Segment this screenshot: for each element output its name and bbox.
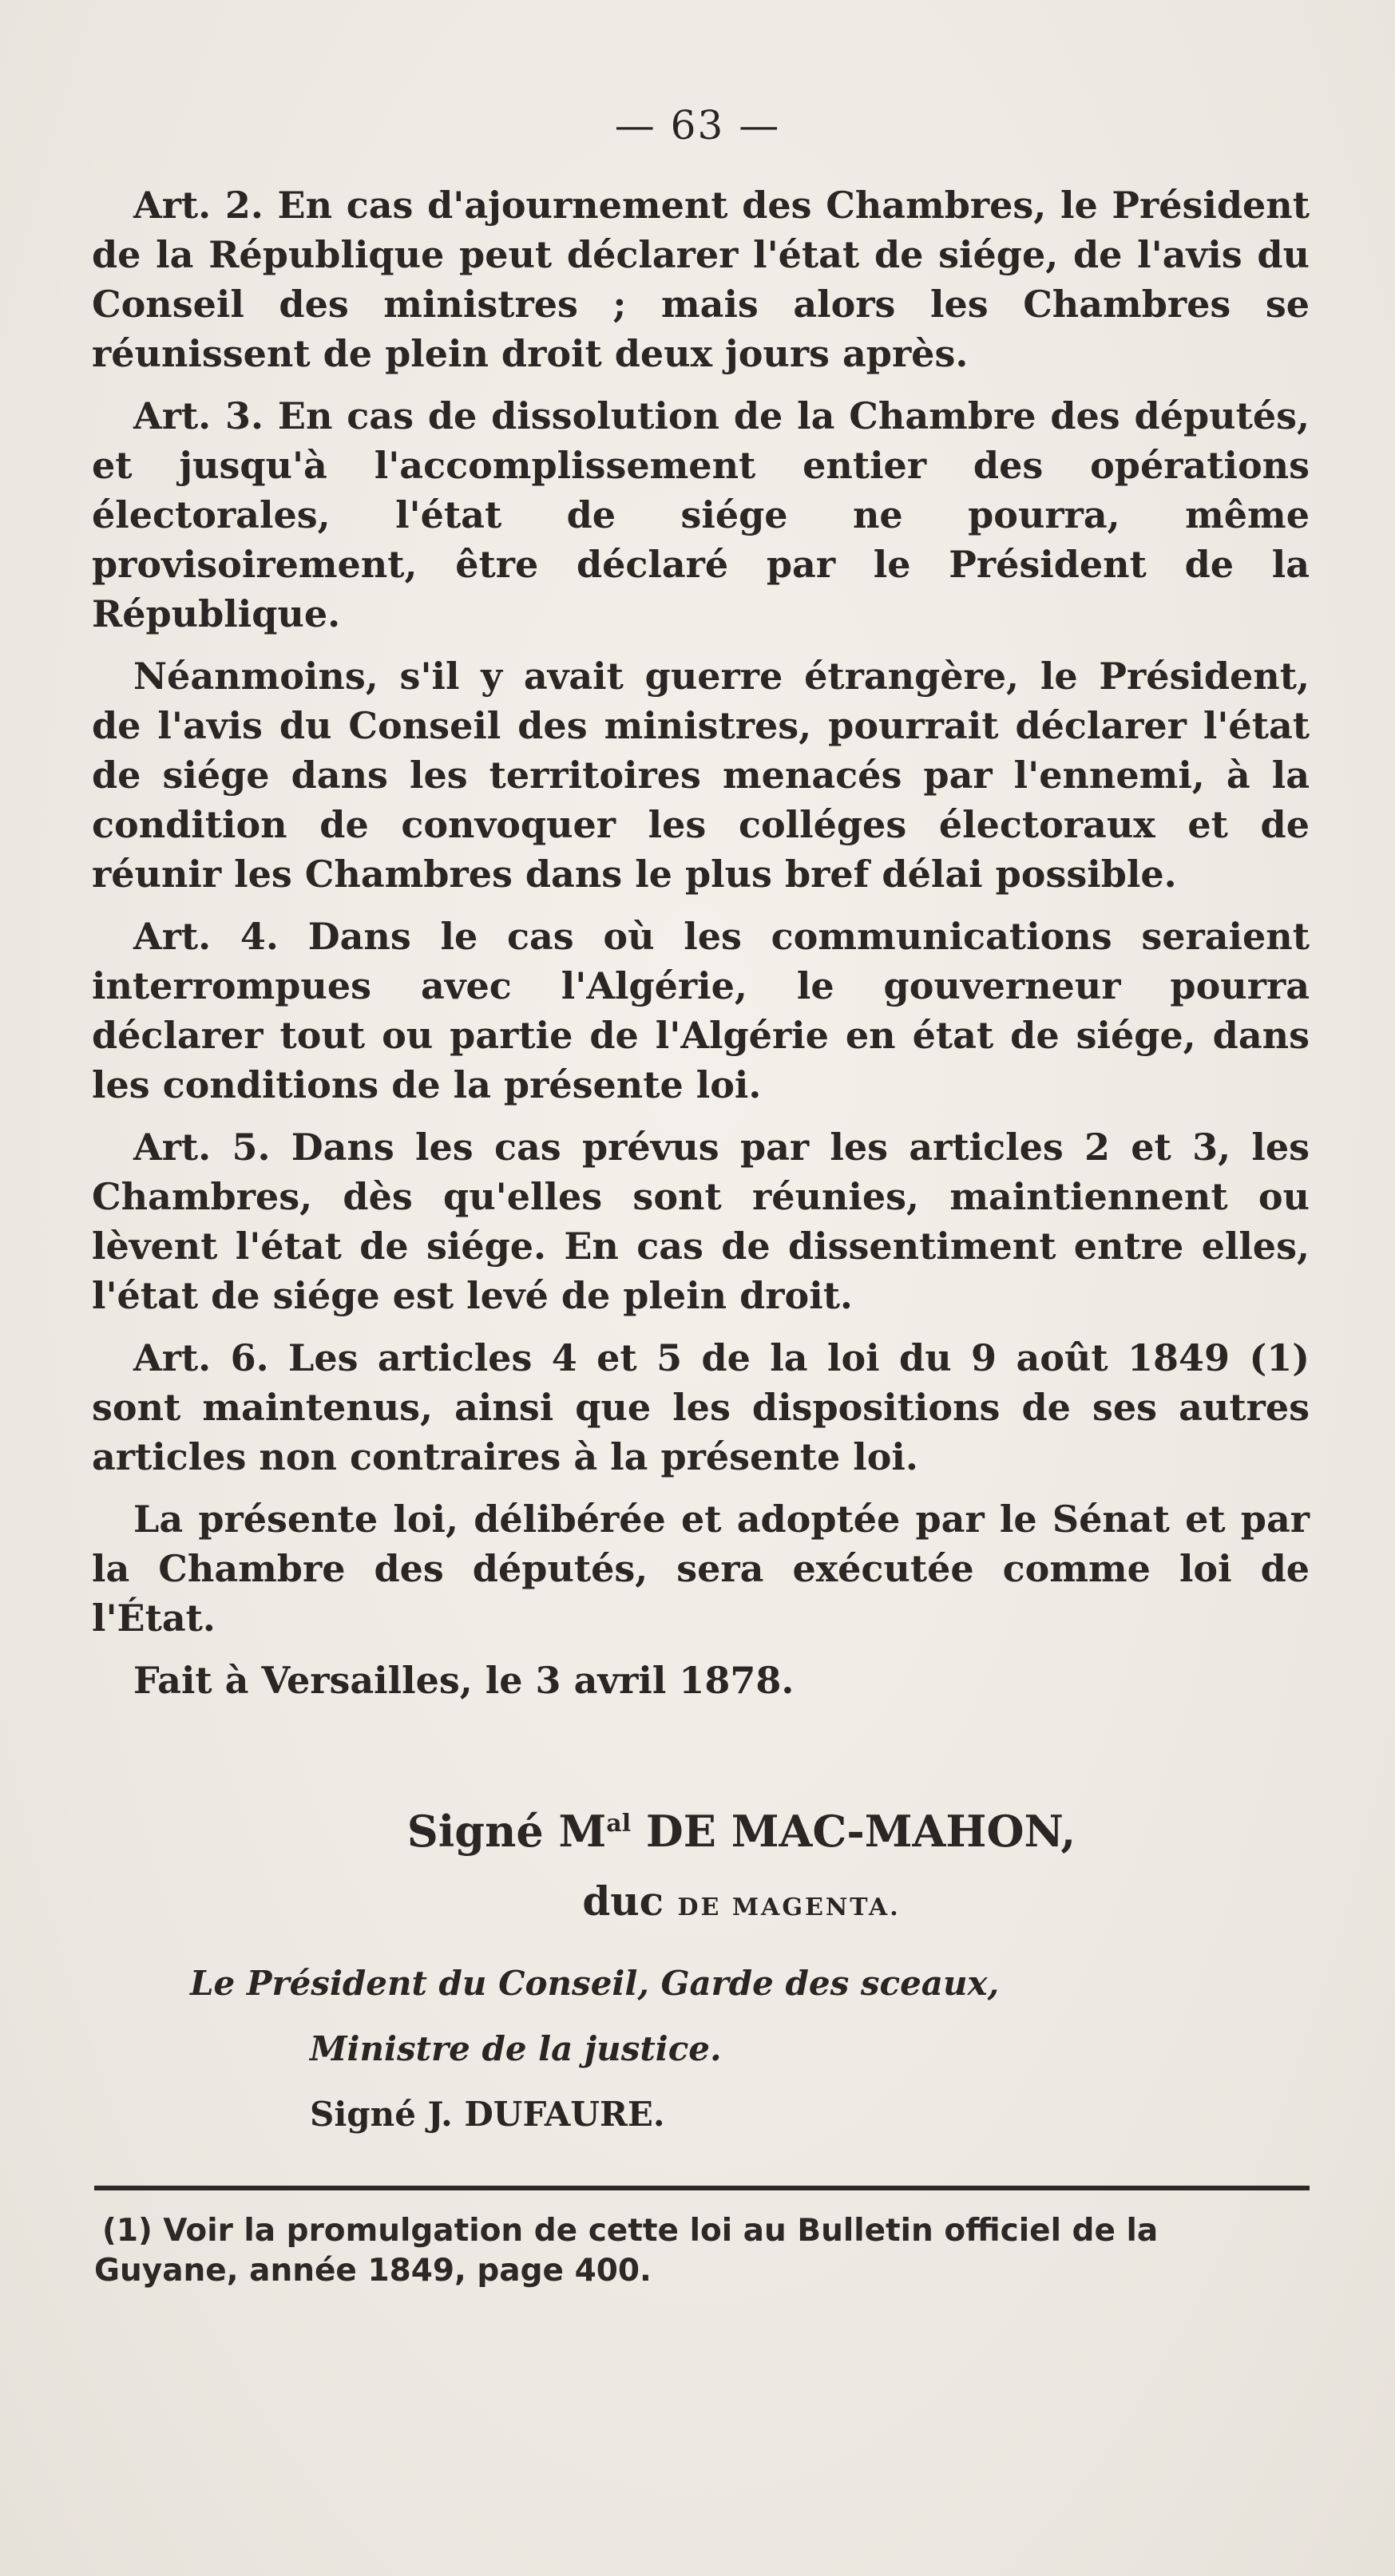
law-text <box>92 180 1310 1718</box>
page-number: — 63 — <box>614 102 781 148</box>
article-3-paragraph: Art. 3. En cas de dissolution de la Chambre des députés, et jusqu'à l'accomplissement entier des opérations électorales, l'état de siége ne pourra, même provisoirement, être déclaré par le Président de la République. <box>92 394 1310 635</box>
signature-name: DE MAC-MAHON, <box>631 1806 1076 1857</box>
president-title <box>0 1878 1395 1925</box>
president-signature <box>0 1806 1395 1857</box>
article-4-paragraph: Art. 4. Dans le cas où les communications seraient interrompues avec l'Algérie, le gouverneur pourra déclarer tout ou partie de l'Algérie en état de siége, dans les conditions de la présente loi. <box>92 915 1310 1106</box>
signature-prefix: Signé M <box>406 1806 607 1857</box>
date-place-paragraph: Fait à Versailles, le 3 avril 1878. <box>133 1659 795 1702</box>
minister-signature: Signé J. DUFAURE. <box>310 2095 665 2134</box>
article-5-paragraph: Art. 5. Dans les cas prévus par les articles 2 et 3, les Chambres, dès qu'elles sont réunies, maintiennent ou lèvent l'état de siége. En cas de dissentiment entre elles, l'état de siége est levé de plein droit. <box>92 1126 1310 1317</box>
article-3-exception-paragraph: Néanmoins, s'il y avait guerre étrangère, le Président, de l'avis du Conseil des ministres, pourrait déclarer l'état de siége dans les territoires menacés par l'ennemi, à la condition de convoquer les colléges électoraux et de réunir les Chambres dans le plus bref délai possible. <box>92 655 1310 896</box>
enactment-paragraph: La présente loi, délibérée et adoptée par le Sénat et par la Chambre des députés, sera exécutée comme loi de l'État. <box>92 1498 1310 1640</box>
signature-superscript: al <box>606 1810 632 1838</box>
footnote: (1) Voir la promulgation de cette loi au Bulletin officiel de la Guyane, année 1849, page 400. <box>94 2213 1159 2289</box>
minister-role-line-1: Le Président du Conseil, Garde des sceaux, <box>190 1964 1000 2003</box>
title-small-caps: DE MAGENTA. <box>677 1893 901 1921</box>
article-2-paragraph: Art. 2. En cas d'ajournement des Chambres, le Président de la République peut déclarer l'état de siége, de l'avis du Conseil des ministres ; mais alors les Chambres se réunissent de plein droit deux jours après. <box>92 184 1310 375</box>
title-word: duc <box>582 1878 678 1925</box>
minister-role-line-2: Ministre de la justice. <box>310 2029 722 2068</box>
article-6-paragraph: Art. 6. Les articles 4 et 5 de la loi du 9 août 1849 (1) sont maintenus, ainsi que les dispositions de ses autres articles non contraires à la présente loi. <box>92 1336 1310 1478</box>
footnote-divider <box>94 2186 1310 2190</box>
